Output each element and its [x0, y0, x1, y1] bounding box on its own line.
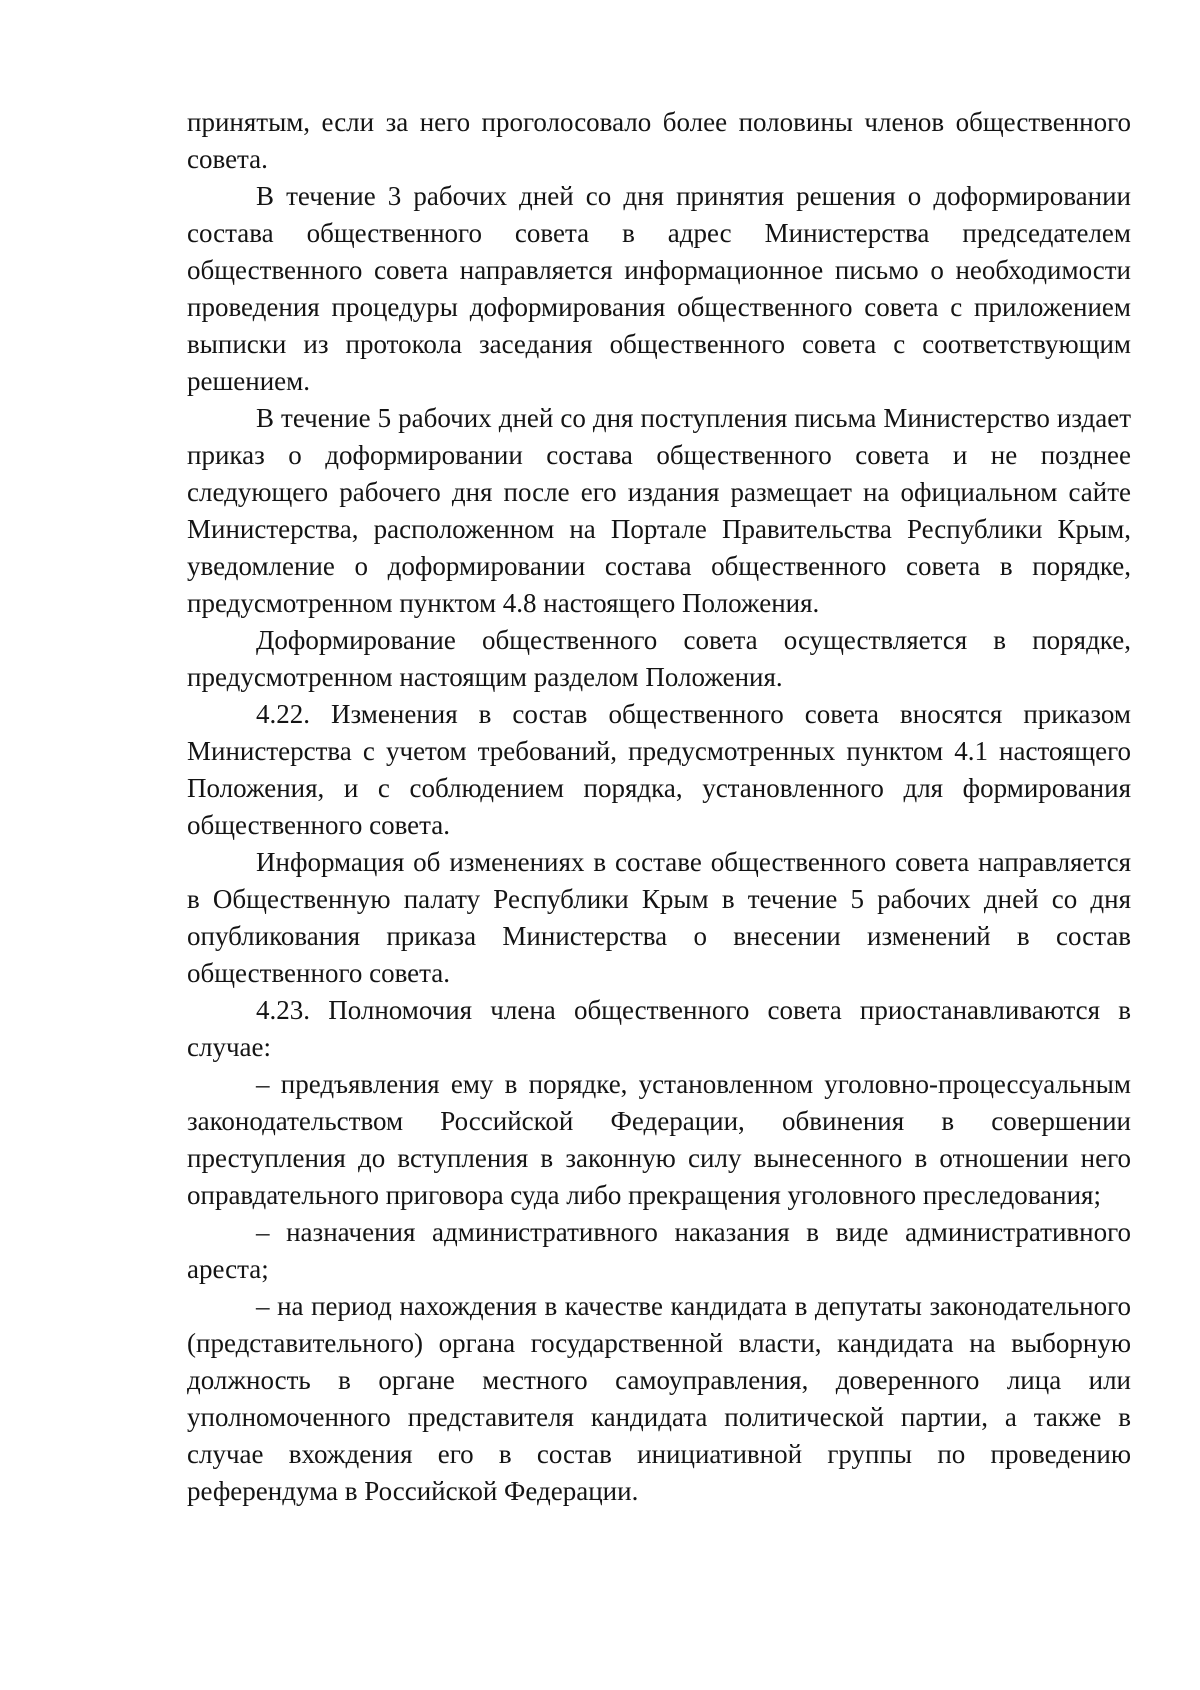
- paragraph-section-4-23: 4.23. Полномочия члена общественного совета приостанавливаются в случае:: [187, 995, 1131, 1062]
- list-item-administrative-arrest: – назначения административного наказания в виде административного ареста;: [187, 1217, 1131, 1284]
- paragraph-reformation-procedure: Доформирование общественного совета осуществляется в порядке, предусмотренном настоящим разделом Положения.: [187, 625, 1131, 692]
- list-item-charges: – предъявления ему в порядке, установленном уголовно-процессуальным законодательством Российской Федерации, обвинения в совершении преступления до вступления в законную силу вынесенного в отношении него оправдательного приговора суда либо прекращения уголовного преследования;: [187, 1069, 1131, 1210]
- paragraph-changes-information: Информация об изменениях в составе общественного совета направляется в Общественную палату Республики Крым в течение 5 рабочих дней со дня опубликования приказа Министерства о внесении изменений в состав общественного совета.: [187, 847, 1131, 988]
- document-page: [187, 104, 1131, 1510]
- paragraph-notification-letter: В течение 3 рабочих дней со дня принятия решения о доформировании состава общественного совета в адрес Министерства председателем общественного совета направляется информационное письмо о необходимости проведения процедуры доформирования общественного совета с приложением выписки из протокола заседания общественного совета с соответствующим решением.: [187, 181, 1131, 396]
- paragraph-continuation: принятым, если за него проголосовало более половины членов общественного совета.: [187, 107, 1131, 174]
- paragraph-section-4-22: 4.22. Изменения в состав общественного совета вносятся приказом Министерства с учетом требований, предусмотренных пунктом 4.1 настоящего Положения, и с соблюдением порядка, установленного для формирования общественного совета.: [187, 699, 1131, 840]
- paragraph-order-issuance: В течение 5 рабочих дней со дня поступления письма Министерство издает приказ о доформировании состава общественного совета и не позднее следующего рабочего дня после его издания размещает на официальном сайте Министерства, расположенном на Портале Правительства Республики Крым, уведомление о доформировании состава общественного совета в порядке, предусмотренном пунктом 4.8 настоящего Положения.: [187, 403, 1131, 618]
- list-item-candidacy-period: – на период нахождения в качестве кандидата в депутаты законодательного (представительного) органа государственной власти, кандидата на выборную должность в органе местного самоуправления, доверенного лица или уполномоченного представителя кандидата политической партии, а также в случае вхождения его в состав инициативной группы по проведению референдума в Российской Федерации.: [187, 1291, 1131, 1506]
